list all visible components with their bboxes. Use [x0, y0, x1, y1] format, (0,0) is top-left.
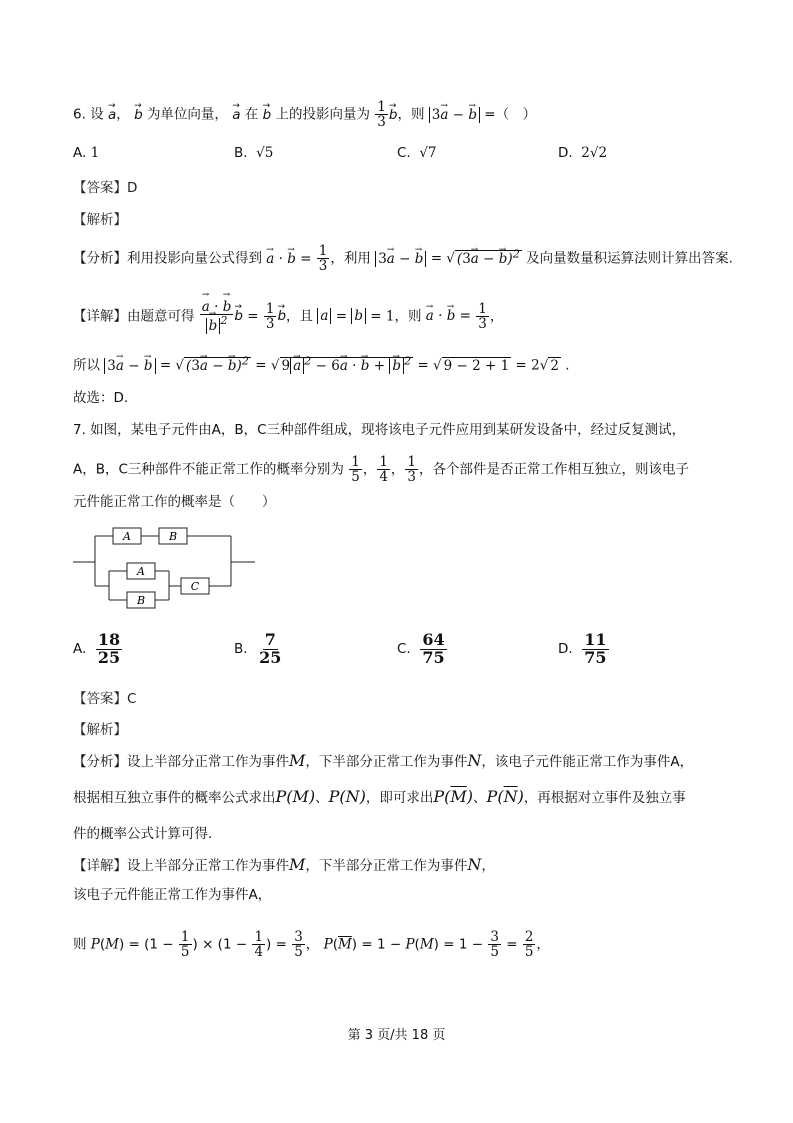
label-c: C — [190, 580, 200, 593]
q7-fenxi-line1: 【分析】设上半部分正常工作为事件M，下半部分正常工作为事件N，该电子元件能正常工作为事件A， — [73, 751, 694, 770]
q6-fenxi: 【分析】利用投影向量公式得到 → a · → b = $\frac{1}{3}$ ，利用 3→ a − → b = √ (3→ a − → b)$^2$ 及向量数量积运算法则计算出答案. — [73, 244, 733, 273]
q7-xiangjie-line2: 该电子元件能正常工作为事件A， — [73, 887, 272, 903]
q6-option-a: A. 1 — [73, 145, 100, 161]
label-a-bottom: A — [137, 565, 145, 578]
label-b-top: B — [168, 530, 178, 543]
q7-line3: 元件能正常工作的概率是（ ） — [73, 494, 276, 510]
q6-stem: 6. 设 → a， → b 为单位向量， → a 在 → b 上的投影向量为 $\frac{1}{3}$ → b，则 3→ a − → b =（ ） — [73, 100, 536, 129]
label-b-bottom: B — [136, 594, 146, 607]
q7-line1: 7. 如图，某电子元件由A，B，C三种部件组成，现将该电子元件应用到某研发设备中，经过反复测试， — [73, 422, 686, 438]
q7-answer: 【答案】C — [73, 691, 137, 707]
q6-option-d: D. 2√2 — [558, 145, 608, 161]
label-a-top: A — [123, 530, 131, 543]
q7-xiangjie-line1: 【详解】设上半部分正常工作为事件M，下半部分正常工作为事件N， — [73, 855, 495, 874]
q6-option-b: B. √5 — [234, 145, 274, 161]
q7-fenxi-line2: 根据相互独立事件的概率公式求出P(M)、P(N)，即可求出$P(\overline{M})$、$P(\overline{N})$，再根据对立事件及独立事 — [73, 787, 686, 806]
q7-option-d: D. $\frac{11}{75}$ — [558, 630, 607, 667]
q6-option-c: C. √7 — [397, 145, 437, 161]
q6-choose: 故选：D. — [73, 390, 129, 406]
q6-suoyi: 所以 3→ a − → b = √ (3→ a − → b)$^2$ = √ 9 → a $^2$ − 6→ a · → b + → b $^2$ = √ 9 − 2 + 1 = 2√ 2 . — [73, 351, 570, 376]
vec-b: → b — [134, 105, 143, 125]
q7-analysis-tag: 【解析】 — [73, 722, 127, 738]
abs-expr: 3→ a − → b — [429, 107, 480, 123]
q7-line2: A，B，C三种部件不能正常工作的概率分别为 $\frac{1}{5}$ ， $\frac{1}{4}$ ， $\frac{1}{3}$ ，各个部件是否正常工作相互独立，则该电子 — [73, 454, 690, 486]
q6-analysis-tag: 【解析】 — [73, 212, 127, 228]
q7-xiangjie-line3: 则 P(M) = (1 − $\frac{1}{5}$ ) × (1 − $\frac{1}{4}$ ) = $\frac{3}{5}$ ， $P(\overline{M}) = 1 - P(M) = 1$ − $\frac{3}{5}$ = $\frac{2}{5}$ ， — [73, 929, 550, 961]
q7-option-a: A. $\frac{18}{25}$ — [73, 630, 121, 667]
fraction: $\frac{1}{3}$ — [377, 99, 386, 131]
circuit-diagram — [73, 518, 273, 613]
q6-answer: 【答案】D — [73, 180, 138, 196]
vec-a: → a — [108, 105, 116, 125]
page-footer: 第 3 页/共 18 页 — [347, 1028, 446, 1043]
q6-xiangjie: 【详解】由题意可得 → a · → b → b $^2$ → b = $\frac{1}{3}$ → b，且 a = b = 1，则 → a · → b = $\frac{1}{3}$ ， — [73, 300, 503, 333]
q7-option-c: C. $\frac{64}{75}$ — [397, 630, 445, 667]
q7-option-b: B. $\frac{7}{25}$ — [234, 630, 282, 667]
q7-fenxi-line3: 件的概率公式计算可得. — [73, 826, 213, 842]
